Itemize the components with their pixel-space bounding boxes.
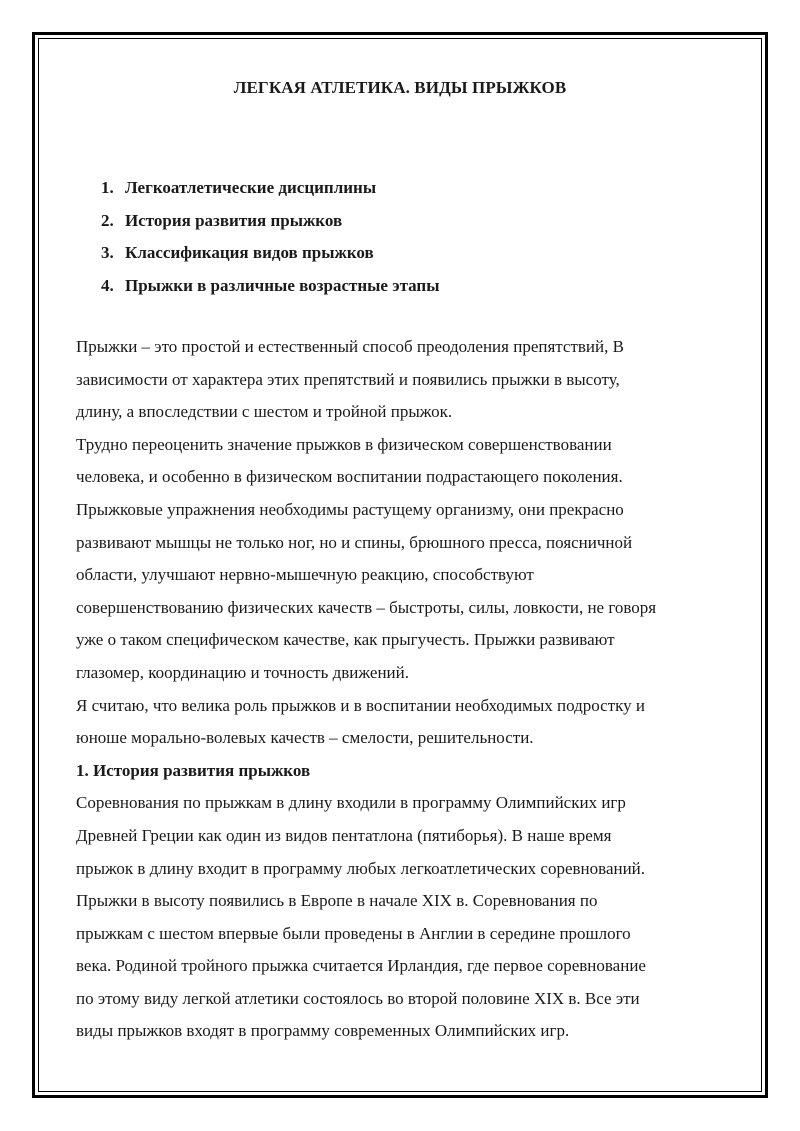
document-title: ЛЕГКАЯ АТЛЕТИКА. ВИДЫ ПРЫЖКОВ	[233, 78, 567, 97]
text-line: юноше морально-волевых качеств – смелости, решительности.	[76, 728, 534, 748]
toc-label: Легкоатлетические дисциплины	[125, 178, 377, 197]
text-line: Я считаю, что велика роль прыжков и в воспитании необходимых подростку и	[76, 695, 646, 715]
text-line: Соревнования по прыжкам в длину входили в программу Олимпийских игр	[76, 793, 626, 813]
text-line: Трудно переоценить значение прыжков в физическом совершенствовании	[76, 434, 612, 454]
text-line: Прыжки – это простой и естественный способ преодоления препятствий, В	[76, 337, 624, 356]
text-line: глазомер, координацию и точность движений.	[76, 662, 409, 682]
text-line: Прыжковые упражнения необходимы растущему организму, они прекрасно	[76, 499, 624, 519]
text-line: века. Родиной тройного прыжка считается Ирландия, где первое соревнование	[76, 956, 646, 976]
text-line: области, улучшают нервно-мышечную реакцию, способствуют	[76, 565, 534, 585]
toc-item-2	[101, 205, 439, 238]
section-heading: 1. История развития прыжков	[76, 760, 311, 780]
text-line: развивают мышцы не только ног, но и спины, брюшного пресса, поясничной	[76, 532, 633, 552]
toc-number: 4.	[101, 275, 114, 295]
toc-number: 3.	[101, 243, 114, 262]
toc-label: Прыжки в различные возрастные этапы	[125, 275, 440, 295]
text-line: человека, и особенно в физическом воспитании подрастающего поколения.	[76, 467, 623, 487]
text-line: длину, а впоследствии с шестом и тройной прыжок.	[76, 402, 453, 422]
text-line: прыжкам с шестом впервые были проведены в Англии в середине прошлого	[76, 923, 631, 943]
text-line: Древней Греции как один из видов пентатлона (пятиборья). В наше время	[76, 825, 612, 845]
toc-item-3	[101, 237, 439, 270]
toc-number: 1.	[101, 178, 114, 197]
text-line: по этому виду легкой атлетики состоялось во второй половине XIX в. Все эти	[76, 988, 640, 1008]
toc-item-4	[101, 270, 439, 303]
toc-number: 2.	[101, 210, 114, 230]
text-line: уже о таком специфическом качестве, как прыгучесть. Прыжки развивают	[76, 630, 615, 650]
text-line: прыжок в длину входит в программу любых легкоатлетических соревнований.	[76, 858, 646, 878]
toc-label: История развития прыжков	[125, 210, 343, 230]
text-line: Прыжки в высоту появились в Европе в начале XIX в. Соревнования по	[76, 891, 598, 911]
document-body	[76, 331, 726, 1048]
text-line: зависимости от характера этих препятствий и появились прыжки в высоту,	[76, 369, 620, 389]
toc-label: Классификация видов прыжков	[125, 243, 374, 262]
text-line: совершенствованию физических качеств – быстроты, силы, ловкости, не говоря	[76, 597, 657, 617]
toc-item-1	[101, 172, 439, 205]
table-of-contents	[101, 172, 439, 302]
text-line: виды прыжков входят в программу современных Олимпийских игр.	[76, 1021, 570, 1041]
